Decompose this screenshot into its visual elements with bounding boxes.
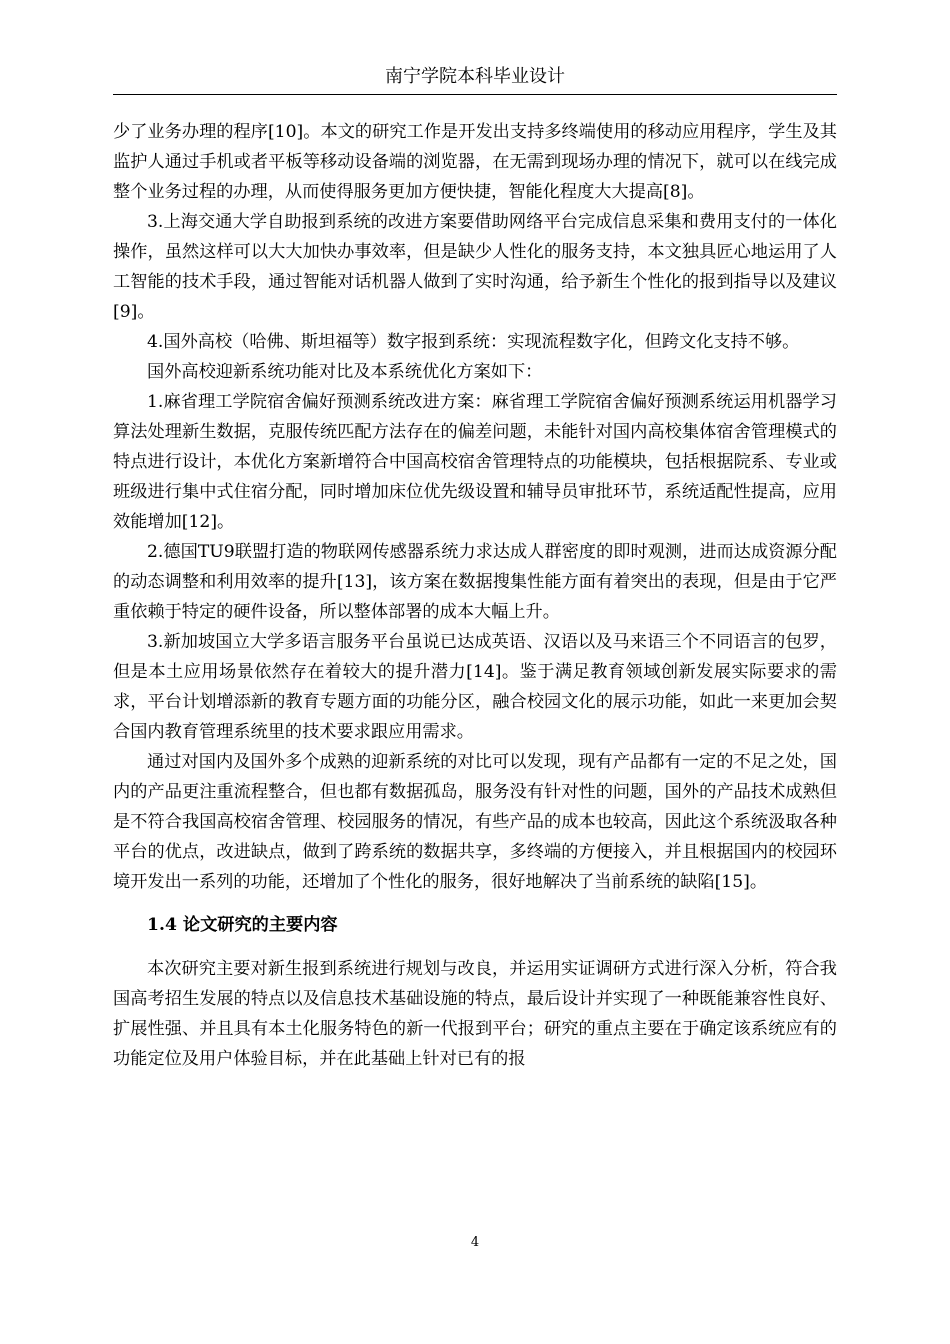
page-header <box>113 62 837 95</box>
document-body <box>113 117 837 1074</box>
paragraph-main-content: 本次研究主要对新生报到系统进行规划与改良，并运用实证调研方式进行深入分析，符合我国高考招生发展的特点以及信息技术基础设施的特点，最后设计并实现了一种既能兼容性良好、扩展性强、并且具有本土化服务特色的新一代报到平台；研究的重点主要在于确定该系统应有的功能定位及用户体验目标，并在此基础上针对已有的报 <box>113 959 837 1069</box>
paragraph-summary: 通过对国内及国外多个成熟的迎新系统的对比可以发现，现有产品都有一定的不足之处，国内的产品更注重流程整合，但也都有数据孤岛，服务没有针对性的问题，国外的产品技术成熟但是不符合我国高校宿舍管理、校园服务的情况，有些产品的成本也较高，因此这个系统汲取各种平台的优点，改进缺点，做到了跨系统的数据共享，多终端的方便接入，并且根据国内的校园环境开发出一系列的功能，还增加了个性化的服务，很好地解决了当前系统的缺陷[15]。 <box>113 752 837 892</box>
paragraph-tu9: 2.德国TU9联盟打造的物联网传感器系统力求达成人群密度的即时观测，进而达成资源分配的动态调整和利用效率的提升[13]，该方案在数据搜集性能方面有着突出的表现，但是由于它严重依赖于特定的硬件设备，所以整体部署的成本大幅上升。 <box>113 542 837 622</box>
paragraph-nus: 3.新加坡国立大学多语言服务平台虽说已达成英语、汉语以及马来语三个不同语言的包罗，但是本土应用场景依然存在着较大的提升潜力[14]。鉴于满足教育领域创新发展实际要求的需求，平台计划增添新的教育专题方面的功能分区，融合校园文化的展示功能，如此一来更加会契合国内教育管理系统里的技术要求跟应用需求。 <box>113 632 837 742</box>
header-title: 南宁学院本科毕业设计 <box>385 66 565 87</box>
page-footer <box>0 1234 950 1252</box>
section-heading: 1.4 论文研究的主要内容 <box>147 915 338 935</box>
page-number: 4 <box>470 1235 480 1250</box>
paragraph-mit: 1.麻省理工学院宿舍偏好预测系统改进方案：麻省理工学院宿舍偏好预测系统运用机器学习算法处理新生数据，克服传统匹配方法存在的偏差问题，未能针对国内高校集体宿舍管理模式的特点进行设计，本优化方案新增符合中国高校宿舍管理特点的功能模块，包括根据院系、专业或班级进行集中式住宿分配，同时增加床位优先级设置和辅导员审批环节，系统适配性提高，应用效能增加[12]。 <box>113 392 837 532</box>
paragraph-comparison-intro: 国外高校迎新系统功能对比及本系统优化方案如下： <box>147 362 543 382</box>
paragraph-sjtu: 3.上海交通大学自助报到系统的改进方案要借助网络平台完成信息采集和费用支付的一体化操作，虽然这样可以大大加快办事效率，但是缺少人性化的服务支持，本文独具匠心地运用了人工智能的技术手段，通过智能对话机器人做到了实时沟通，给予新生个性化的报到指导以及建议[9]。 <box>113 212 837 322</box>
paragraph-foreign-universities: 4.国外高校（哈佛、斯坦福等）数字报到系统：实现流程数字化，但跨文化支持不够。 <box>147 332 800 352</box>
paragraph-continuation: 少了业务办理的程序[10]。本文的研究工作是开发出支持多终端使用的移动应用程序，学生及其监护人通过手机或者平板等移动设备端的浏览器，在无需到现场办理的情况下，就可以在线完成整个业务过程的办理，从而使得服务更加方便快捷，智能化程度大大提高[8]。 <box>113 122 837 202</box>
